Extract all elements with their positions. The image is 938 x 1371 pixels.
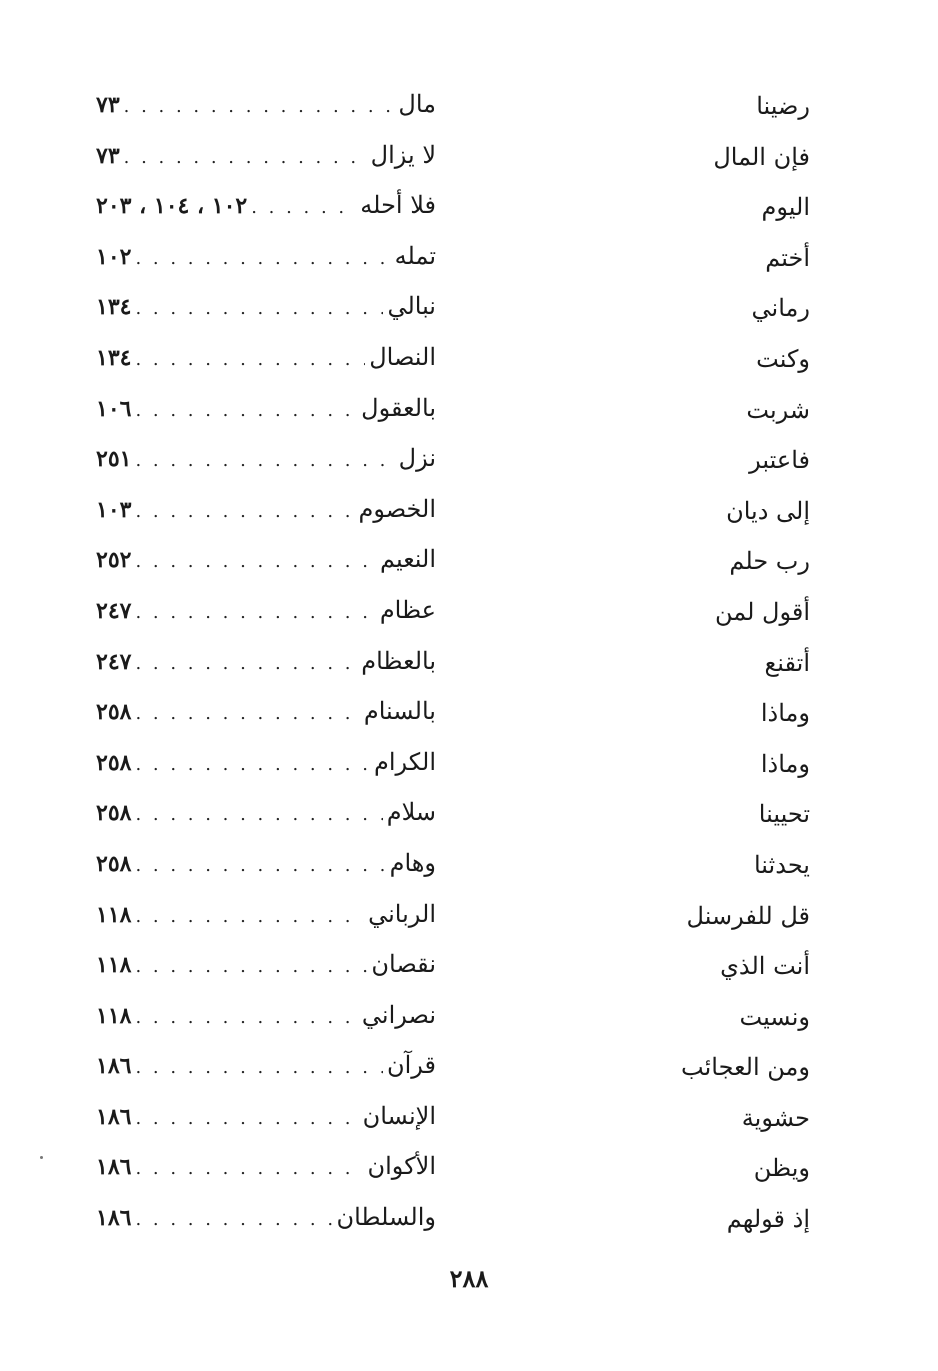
verse-first-word: يحدثنا — [753, 850, 810, 879]
page-refs: ١١٨ — [96, 901, 132, 928]
verse-rhyme-word: سلام — [386, 798, 436, 827]
verse-rhyme-word: عظام — [379, 595, 436, 624]
page-refs: ١٨٦ — [96, 1053, 132, 1080]
page-refs: ١٠٦ — [96, 395, 132, 422]
leader-dots — [135, 298, 383, 319]
page-refs: ٢٥٨ — [96, 749, 132, 776]
index-row — [0, 687, 938, 738]
verse-first-word: رب حلم — [729, 547, 810, 576]
verse-rhyme-word: قرآن — [386, 1051, 436, 1080]
verse-rhyme-word: الإنسان — [362, 1101, 436, 1130]
index-row — [0, 384, 938, 435]
index-row — [0, 940, 938, 991]
verse-first-word: قل للفرسنل — [686, 901, 810, 930]
index-row — [0, 535, 938, 586]
verse-rhyme-word: النعيم — [379, 545, 436, 574]
index-row — [0, 1193, 938, 1244]
leader-dots — [135, 1007, 357, 1028]
verse-rhyme-word: لا يزال — [370, 140, 436, 169]
verse-rhyme-word: الرباني — [368, 899, 436, 928]
page-refs: ١٨٦ — [96, 1205, 132, 1232]
verse-rhyme-word: بالعقول — [361, 393, 436, 422]
page-refs: ٢٤٧ — [96, 648, 132, 675]
verse-entry — [96, 1102, 436, 1136]
page-refs: ١٠٢ — [96, 243, 132, 270]
index-row — [0, 890, 938, 941]
page-refs: ٢٥١ — [96, 446, 132, 473]
verse-first-word: رضينا — [756, 92, 810, 120]
page-refs: ١٨٦ — [96, 1103, 132, 1130]
leader-dots — [135, 1158, 363, 1179]
index-row — [0, 586, 938, 637]
verse-entry — [96, 1152, 436, 1186]
verse-first-word: شربت — [746, 395, 810, 424]
verse-entry — [96, 1203, 436, 1237]
verse-entry — [96, 242, 436, 276]
verse-entry — [96, 748, 436, 782]
verse-first-word: ومن العجائب — [681, 1053, 810, 1082]
verse-first-word: ونسيت — [739, 1002, 810, 1031]
paper-speck — [40, 1156, 43, 1159]
verse-rhyme-word: وهام — [389, 848, 436, 877]
index-row — [0, 80, 938, 131]
page-refs: ٧٣ — [96, 142, 120, 169]
verse-rhyme-word: مال — [398, 90, 436, 118]
index-row — [0, 788, 938, 839]
index-row — [0, 1092, 938, 1143]
index-row — [0, 333, 938, 384]
index-row — [0, 434, 938, 485]
verse-first-word: أنت الذي — [720, 952, 810, 981]
page-refs: ٢٥٨ — [96, 800, 132, 827]
verse-rhyme-word: نصراني — [361, 1000, 436, 1029]
verse-first-word: اليوم — [761, 193, 810, 222]
page-refs: ١٠٢ ، ١٠٤ ، ٢٠٣ — [96, 193, 248, 220]
verse-entry — [96, 697, 436, 731]
page-refs: ١٠٣ — [96, 496, 132, 523]
index-row — [0, 738, 938, 789]
verse-rhyme-word: الأكوان — [367, 1152, 436, 1181]
index-row — [0, 1142, 938, 1193]
verse-entry — [96, 495, 436, 529]
verse-rhyme-word: نبالي — [387, 292, 436, 321]
verse-index-list — [0, 80, 938, 1244]
verse-rhyme-word: نزل — [398, 444, 436, 473]
verse-first-word: حشوية — [741, 1103, 810, 1132]
page-refs: ١٨٦ — [96, 1154, 132, 1181]
verse-entry — [96, 798, 436, 832]
verse-first-word: وماذا — [760, 749, 810, 778]
verse-entry — [96, 900, 436, 934]
page-refs: ٧٣ — [96, 92, 120, 118]
leader-dots — [135, 1057, 383, 1078]
leader-dots — [135, 855, 385, 876]
index-row — [0, 232, 938, 283]
leader-dots — [135, 349, 365, 370]
verse-rhyme-word: فلا أحله — [360, 191, 436, 220]
verse-entry — [96, 950, 436, 984]
leader-dots — [135, 602, 375, 623]
index-row — [0, 1041, 938, 1092]
verse-first-word: وكنت — [756, 344, 810, 373]
leader-dots — [135, 703, 359, 724]
index-row — [0, 485, 938, 536]
leader-dots — [124, 96, 395, 117]
verse-rhyme-word: بالعظام — [361, 646, 436, 675]
verse-rhyme-word: نقصان — [371, 950, 436, 979]
verse-first-word: فاعتبر — [749, 446, 810, 475]
index-row — [0, 637, 938, 688]
verse-entry — [96, 394, 436, 428]
leader-dots — [135, 653, 357, 674]
verse-first-word: أتقنع — [764, 648, 810, 677]
page-refs: ٢٥٢ — [96, 547, 132, 574]
verse-entry — [96, 596, 436, 630]
leader-dots — [135, 804, 382, 825]
leader-dots — [135, 400, 357, 421]
verse-entry — [96, 191, 436, 225]
leader-dots — [135, 551, 376, 572]
verse-first-word: رماني — [751, 294, 810, 323]
leader-dots — [135, 956, 367, 977]
page-refs: ١١٨ — [96, 1002, 132, 1029]
verse-rhyme-word: الخصوم — [358, 494, 436, 523]
verse-rhyme-word: تمله — [394, 241, 436, 270]
page-refs: ١١٨ — [96, 952, 132, 979]
verse-first-word: ويظن — [753, 1154, 810, 1183]
verse-rhyme-word: النصال — [369, 342, 436, 371]
verse-first-word: فإن المال — [713, 142, 810, 171]
page-refs: ١٣٤ — [96, 344, 132, 371]
leader-dots — [135, 906, 364, 927]
leader-dots — [135, 1209, 332, 1230]
verse-entry — [96, 647, 436, 681]
verse-entry — [96, 141, 436, 175]
verse-rhyme-word: الكرام — [373, 747, 436, 776]
verse-entry — [96, 849, 436, 883]
index-row — [0, 991, 938, 1042]
page-refs: ١٣٤ — [96, 294, 132, 321]
verse-first-word: تحيينا — [758, 800, 810, 829]
verse-first-word: إلى ديان — [726, 496, 810, 525]
verse-first-word: أقول لمن — [714, 597, 810, 626]
leader-dots — [135, 1108, 358, 1129]
verse-entry — [96, 1051, 436, 1085]
leader-dots — [135, 501, 354, 522]
index-row — [0, 181, 938, 232]
verse-entry — [96, 343, 436, 377]
verse-entry — [96, 1001, 436, 1035]
verse-first-word: إذ قولهم — [726, 1205, 810, 1234]
index-row — [0, 282, 938, 333]
verse-entry — [96, 545, 436, 579]
leader-dots — [124, 147, 367, 168]
index-row — [0, 131, 938, 182]
leader-dots — [251, 197, 356, 218]
page-number: ٢٨٨ — [449, 1264, 489, 1293]
leader-dots — [135, 450, 394, 471]
verse-entry — [96, 292, 436, 326]
verse-rhyme-word: والسلطان — [336, 1203, 436, 1232]
leader-dots — [135, 248, 390, 269]
verse-first-word: وماذا — [760, 699, 810, 728]
page-refs: ٢٥٨ — [96, 699, 132, 726]
verse-entry — [96, 90, 436, 124]
index-row — [0, 839, 938, 890]
page-refs: ٢٥٨ — [96, 850, 132, 877]
verse-rhyme-word: بالسنام — [363, 697, 436, 726]
page-refs: ٢٤٧ — [96, 597, 132, 624]
leader-dots — [135, 754, 370, 775]
verse-first-word: أختم — [765, 243, 810, 272]
verse-entry — [96, 444, 436, 478]
